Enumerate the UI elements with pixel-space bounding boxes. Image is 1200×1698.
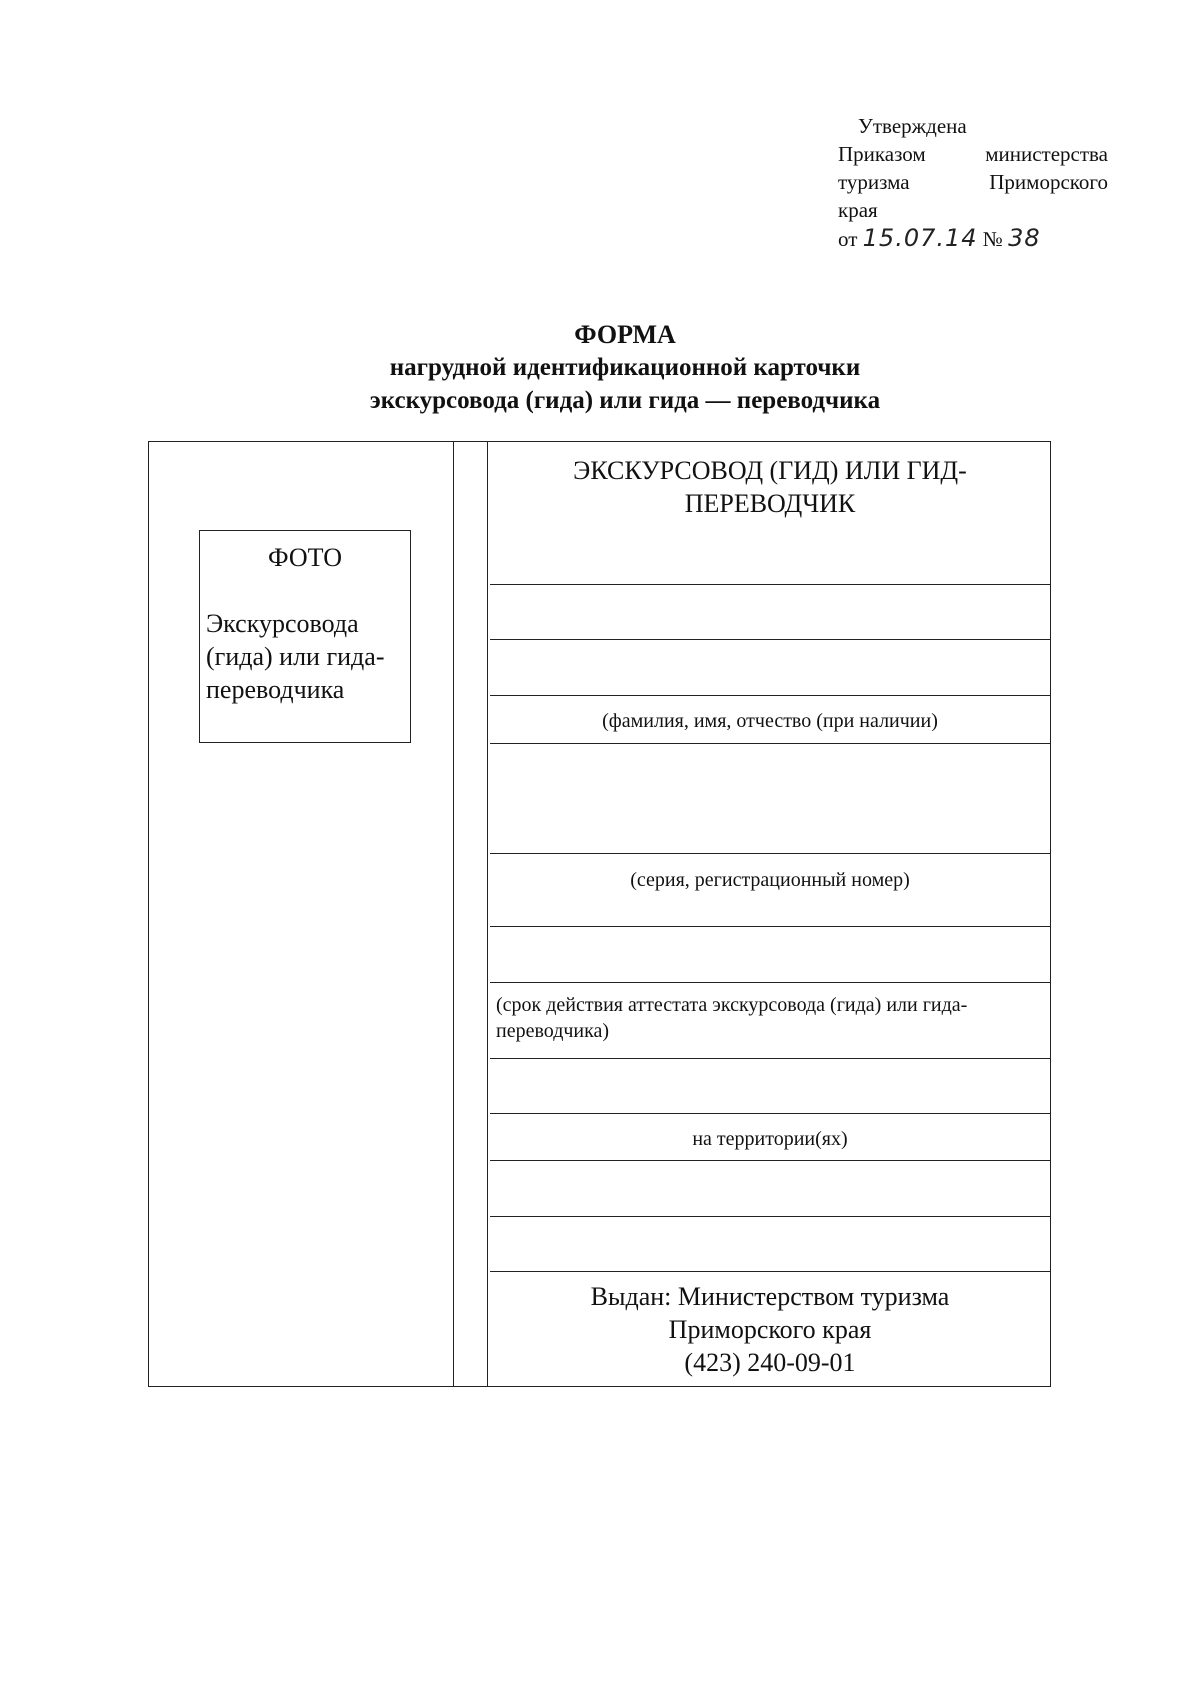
- issued-by-block: [490, 1280, 1050, 1379]
- approval-date-line: [838, 224, 1108, 253]
- row-divider: [490, 853, 1050, 854]
- approval-number-handwritten: 38: [1008, 224, 1041, 252]
- column-divider-right: [487, 442, 488, 1386]
- card-heading: [490, 454, 1050, 520]
- caption-certificate-validity: [490, 992, 1050, 1044]
- row-divider: [490, 1160, 1050, 1161]
- approval-number-prefix: №: [982, 227, 1003, 251]
- row-divider: [490, 584, 1050, 585]
- approval-ministry-word: министерства: [985, 142, 1108, 166]
- issued-by-line1: Выдан: Министерством туризма: [590, 1282, 950, 1311]
- id-card-form: [148, 441, 1051, 1387]
- row-divider: [490, 1271, 1050, 1272]
- document-title: [300, 318, 950, 417]
- approval-title: Утверждена: [858, 114, 967, 138]
- caption-full-name: (фамилия, имя, отчество (при наличии): [602, 710, 938, 732]
- photo-line1: Экскурсовода: [206, 609, 359, 638]
- approval-region-word: Приморского: [989, 170, 1108, 194]
- row-divider: [490, 1058, 1050, 1059]
- caption-series-number: (серия, регистрационный номер): [630, 869, 910, 891]
- caption-validity-line1: (срок действия аттестата экскурсовода (гида) или гида-: [496, 994, 968, 1016]
- approval-block: [838, 112, 1108, 253]
- approval-tourism-line: [838, 168, 1108, 196]
- photo-placeholder: [199, 530, 411, 743]
- row-divider: [490, 639, 1050, 640]
- approval-order-line: [838, 140, 1108, 168]
- title-subtitle-line2: экскурсовода (гида) или гида — переводчика: [369, 387, 881, 414]
- photo-head: ФОТО: [268, 543, 342, 572]
- approval-date-prefix: от: [838, 227, 858, 251]
- card-heading-line2: ПЕРЕВОДЧИК: [684, 489, 856, 518]
- row-divider: [490, 926, 1050, 927]
- card-fields-column: [490, 442, 1050, 1386]
- card-heading-line1: ЭКСКУРСОВОД (ГИД) ИЛИ ГИД-: [573, 456, 967, 485]
- photo-line2: (гида) или гида-: [206, 642, 385, 671]
- photo-line3: переводчика: [206, 675, 345, 704]
- row-divider: [490, 695, 1050, 696]
- row-divider: [490, 982, 1050, 983]
- issued-by-phone: (423) 240-09-01: [684, 1348, 856, 1377]
- caption-validity-line2: переводчика): [496, 1020, 610, 1042]
- title-subtitle-line1: нагрудной идентификационной карточки: [389, 354, 861, 381]
- issued-by-line2: Приморского края: [668, 1315, 872, 1344]
- approval-krai-word: края: [838, 198, 878, 222]
- photo-description: [200, 607, 410, 706]
- title-form: ФОРМА: [574, 320, 676, 349]
- approval-order-word: Приказом: [838, 142, 926, 166]
- approval-date-handwritten: 15.07.14: [862, 224, 978, 252]
- caption-territory: на территории(ях): [692, 1128, 848, 1150]
- row-divider: [490, 1113, 1050, 1114]
- approval-tourism-word: туризма: [838, 170, 910, 194]
- row-divider: [490, 1216, 1050, 1217]
- row-divider: [490, 743, 1050, 744]
- column-divider-left: [453, 442, 454, 1386]
